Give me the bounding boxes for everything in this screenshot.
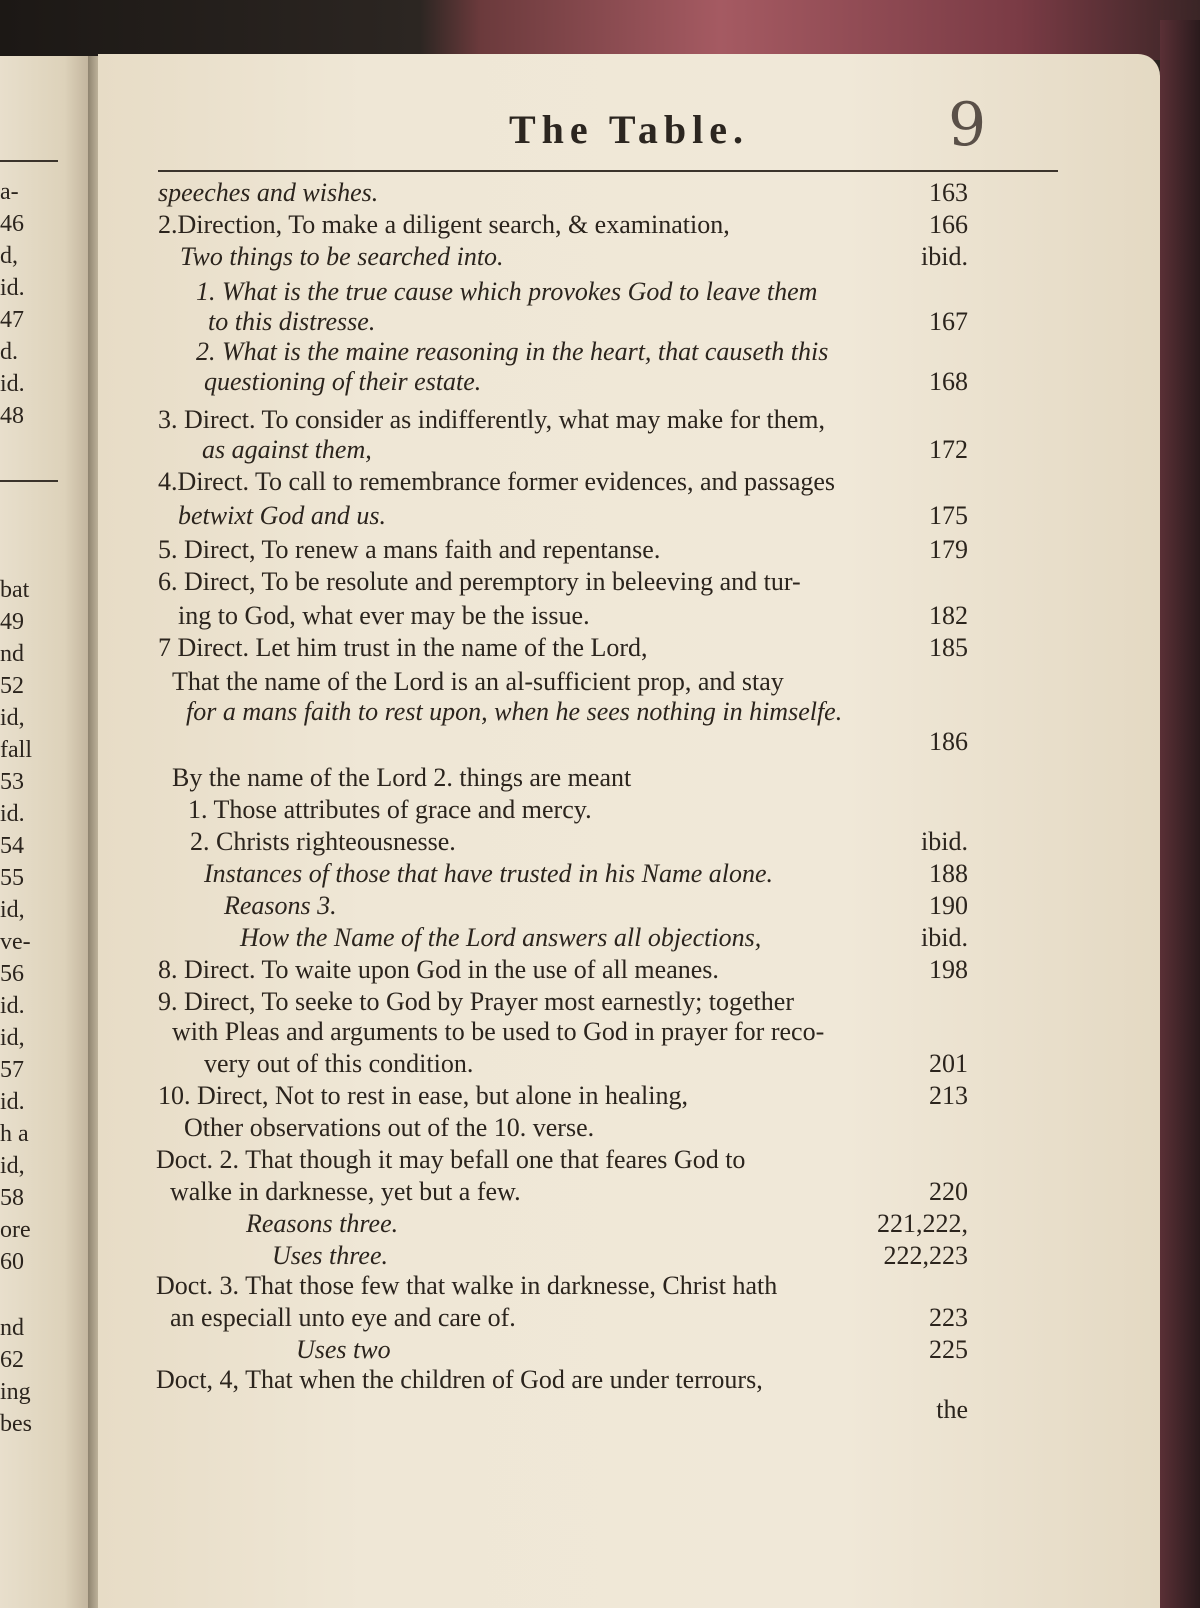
entry-text: 7 Direct. Let him trust in the name of the Lord, — [158, 633, 648, 662]
left-page-fragment: 52 — [0, 673, 24, 699]
header-rule — [158, 170, 1058, 172]
entry-text: By the name of the Lord 2. things are meant — [172, 763, 632, 792]
left-page-fragment: h a — [0, 1121, 29, 1147]
left-page-fragment: 58 — [0, 1185, 24, 1211]
left-page-fragment: fall — [0, 737, 32, 763]
left-page-fragment: id, — [0, 1153, 25, 1179]
left-page-fragment: id. — [0, 371, 25, 397]
left-page-fragment: ve- — [0, 929, 31, 955]
entry-page-number: the — [936, 1395, 968, 1424]
entry-page-number: 221,222, — [877, 1209, 968, 1238]
entry-page-number: 186 — [929, 727, 968, 756]
entry-page-number: 179 — [929, 535, 968, 564]
left-page-fragment: id. — [0, 1089, 25, 1115]
left-page-fragment: 48 — [0, 403, 24, 429]
right-page — [98, 54, 1160, 1608]
entry-text: to this distresse. — [208, 307, 376, 336]
entry-text: 2.Direction, To make a diligent search, & examination, — [158, 210, 730, 239]
left-page-fragment: 56 — [0, 961, 24, 987]
entry-text: 10. Direct, Not to rest in ease, but alone in healing, — [158, 1081, 688, 1110]
entry-text: Uses two — [296, 1335, 391, 1364]
entry-page-number: 222,223 — [883, 1241, 968, 1270]
entry-page-number: 190 — [929, 891, 968, 920]
entry-text: betwixt God and us. — [178, 501, 386, 530]
entry-page-number: 163 — [929, 178, 968, 207]
entry-text: 4.Direct. To call to remembrance former evidences, and passages — [158, 467, 836, 496]
entry-page-number: 175 — [929, 501, 968, 530]
left-page-fragment: 54 — [0, 833, 24, 859]
entry-text: Doct. 2. That though it may befall one that feares God to — [156, 1145, 746, 1174]
left-page-fragment: id. — [0, 801, 25, 827]
left-page — [0, 56, 92, 1608]
entry-page-number: ibid. — [921, 923, 968, 952]
left-page-fragment: id, — [0, 897, 25, 923]
entry-page-number: ibid. — [921, 242, 968, 271]
entry-text: questioning of their estate. — [204, 367, 482, 396]
left-page-fragment: ing — [0, 1379, 31, 1405]
entry-page-number: 201 — [929, 1049, 968, 1078]
left-page-fragment: nd — [0, 641, 24, 667]
entry-text: an especiall unto eye and care of. — [170, 1303, 516, 1332]
entry-page-number: 188 — [929, 859, 968, 888]
book-cover-top — [0, 0, 1200, 60]
left-page-fragment: bat — [0, 577, 30, 603]
entry-page-number: 168 — [929, 367, 968, 396]
entry-text: Doct, 4, That when the children of God are under terrours, — [156, 1365, 763, 1394]
entry-text: speeches and wishes. — [158, 178, 379, 207]
left-page-fragment: id, — [0, 705, 25, 731]
entry-page-number: 172 — [929, 435, 968, 464]
entry-page-number: 182 — [929, 601, 968, 630]
entry-page-number: 167 — [929, 307, 968, 336]
entry-text: 2. Christs righteousnesse. — [190, 827, 456, 856]
entry-text: as against them, — [202, 435, 372, 464]
entry-text: 1. Those attributes of grace and mercy. — [188, 795, 592, 824]
left-page-rule-top — [0, 160, 58, 162]
entry-text: Doct. 3. That those few that walke in darknesse, Christ hath — [156, 1271, 778, 1300]
entry-page-number: 220 — [929, 1177, 968, 1206]
left-page-fragment: d, — [0, 243, 18, 269]
handwritten-mark: 9 — [948, 90, 987, 160]
entry-text: for a mans faith to rest upon, when he sees nothing in himselfe. — [186, 697, 843, 726]
entry-text: How the Name of the Lord answers all objections, — [240, 923, 762, 952]
entry-text: Reasons three. — [246, 1209, 399, 1238]
book-cover-edge — [1160, 20, 1200, 1608]
left-page-fragment: id, — [0, 1025, 25, 1051]
entry-text: 9. Direct, To seeke to God by Prayer most earnestly; together — [158, 987, 794, 1016]
page-header: The Table. — [508, 107, 750, 152]
entry-text: Two things to be searched into. — [180, 242, 504, 271]
left-page-fragment: id. — [0, 275, 25, 301]
left-page-fragment: 55 — [0, 865, 24, 891]
entry-page-number: 198 — [929, 955, 968, 984]
entry-text: 2. What is the maine reasoning in the heart, that causeth this — [196, 337, 829, 366]
entry-text: Other observations out of the 10. verse. — [184, 1113, 595, 1142]
left-page-fragment: 60 — [0, 1249, 24, 1275]
entry-text: ing to God, what ever may be the issue. — [178, 601, 590, 630]
entry-page-number: 225 — [929, 1335, 968, 1364]
entry-text: very out of this condition. — [204, 1049, 474, 1078]
left-page-rule-mid — [0, 480, 58, 482]
entry-text: 5. Direct, To renew a mans faith and repentanse. — [158, 535, 661, 564]
entry-text: 6. Direct, To be resolute and peremptory in beleeving and tur- — [158, 567, 801, 596]
entry-page-number: 213 — [929, 1081, 968, 1110]
entry-text: walke in darknesse, yet but a few. — [170, 1177, 521, 1206]
entry-text: Uses three. — [272, 1241, 389, 1270]
entry-page-number: 223 — [929, 1303, 968, 1332]
entry-text: 8. Direct. To waite upon God in the use of all meanes. — [158, 955, 719, 984]
left-page-fragment: ore — [0, 1217, 31, 1243]
entry-text: That the name of the Lord is an al-sufficient prop, and stay — [172, 667, 784, 696]
left-page-fragment: bes — [0, 1411, 32, 1437]
entry-text: 3. Direct. To consider as indifferently, what may make for them, — [158, 405, 825, 434]
entry-page-number: ibid. — [921, 827, 968, 856]
left-page-fragment: 46 — [0, 211, 24, 237]
left-page-fragment: 49 — [0, 609, 24, 635]
entry-text: Reasons 3. — [224, 891, 337, 920]
left-page-fragment: nd — [0, 1315, 24, 1341]
entry-text: with Pleas and arguments to be used to God in prayer for reco- — [172, 1017, 825, 1046]
entry-page-number: 185 — [929, 633, 968, 662]
left-page-fragment: 47 — [0, 307, 24, 333]
entry-page-number: 166 — [929, 210, 968, 239]
left-page-fragment: 57 — [0, 1057, 24, 1083]
entry-text: Instances of those that have trusted in his Name alone. — [204, 859, 774, 888]
entry-text: 1. What is the true cause which provokes God to leave them — [196, 277, 818, 306]
left-page-fragment: a- — [0, 179, 19, 205]
left-page-fragment: 62 — [0, 1347, 24, 1373]
left-page-fragment: id. — [0, 993, 25, 1019]
left-page-fragment: 53 — [0, 769, 24, 795]
left-page-fragment: d. — [0, 339, 18, 365]
